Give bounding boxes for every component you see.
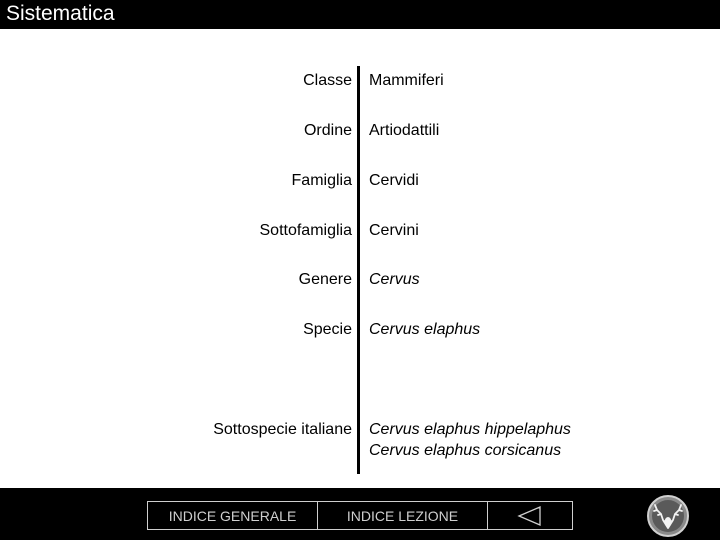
- triangle-left-icon: [517, 506, 543, 526]
- label-ordine: Ordine: [303, 122, 352, 139]
- label-genere: Genere: [298, 271, 352, 288]
- page-title: Sistematica: [6, 2, 115, 25]
- back-button[interactable]: [487, 501, 573, 530]
- nav-indice-lezione-button[interactable]: INDICE LEZIONE: [317, 501, 488, 530]
- label-famiglia: Famiglia: [291, 172, 352, 189]
- deer-emblem-icon: [646, 494, 690, 538]
- value-specie: Cervus elaphus: [369, 321, 481, 338]
- value-classe: Mammiferi: [369, 72, 444, 89]
- nav-indice-generale-button[interactable]: INDICE GENERALE: [147, 501, 318, 530]
- deer-emblem-logo: [646, 494, 690, 538]
- value-genere: Cervus: [369, 271, 420, 288]
- label-specie: Specie: [303, 321, 352, 338]
- label-classe: Classe: [303, 72, 352, 89]
- value-famiglia: Cervidi: [369, 172, 419, 189]
- value-ordine: Artiodattili: [369, 122, 440, 139]
- value-sottofamiglia: Cervini: [369, 222, 419, 239]
- taxonomy-divider: [357, 66, 360, 474]
- value-sottospecie-2: Cervus elaphus corsicanus: [369, 442, 562, 459]
- label-sottospecie: Sottospecie italiane: [213, 421, 352, 438]
- value-sottospecie-1: Cervus elaphus hippelaphus: [369, 421, 571, 438]
- title-bar: [0, 0, 720, 29]
- label-sottofamiglia: Sottofamiglia: [259, 222, 352, 239]
